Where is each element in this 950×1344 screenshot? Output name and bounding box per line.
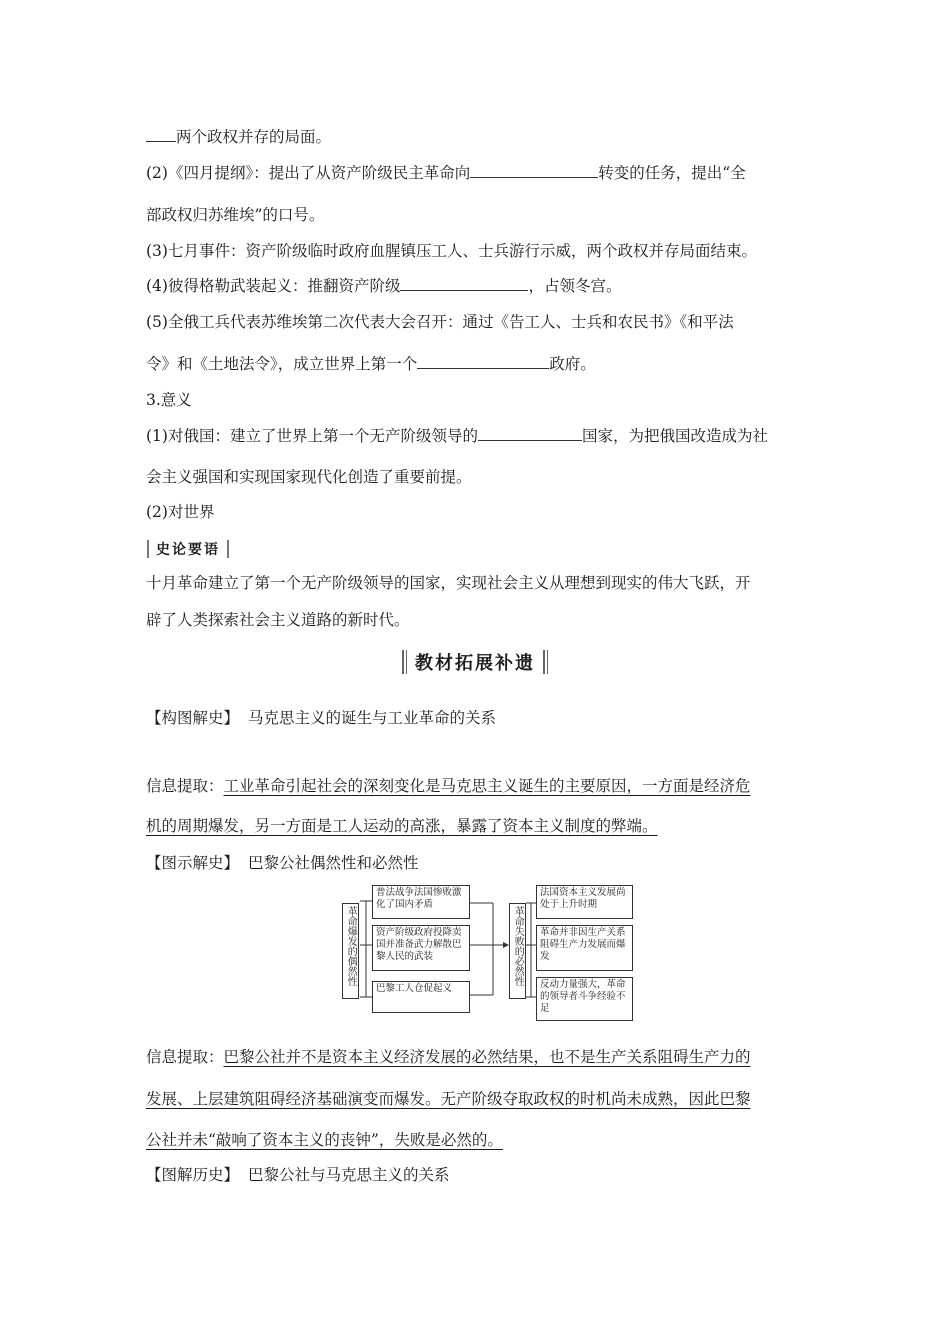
text-line bbox=[146, 127, 331, 147]
section-title bbox=[392, 648, 558, 676]
text: (2)《四月提纲》：提出了从资产阶级民主革命向 bbox=[146, 164, 471, 182]
shilun-text-1: 十月革命建立了第一个无产阶级领导的国家，实现社会主义从理想到现实的伟大飞跃，开 bbox=[146, 574, 751, 592]
tujie-tag: 【图解历史】 bbox=[146, 1166, 240, 1184]
fill-blank[interactable] bbox=[478, 426, 582, 441]
tujie-line bbox=[146, 1165, 449, 1185]
info-text: 机的周期爆发，另一方面是工人运动的高涨，暴露了资本主义制度的弊端。 bbox=[146, 817, 658, 835]
info-text: 工业革命引起社会的深刻变化是马克思主义诞生的主要原因，一方面是经济危 bbox=[223, 777, 751, 795]
text-line: 3.意义 bbox=[146, 391, 192, 409]
text: 令》和《土地法令》，成立世界上第一个 bbox=[146, 355, 418, 373]
text: (4)彼得格勒武装起义：推翻资产阶级 bbox=[146, 277, 401, 295]
info-text: 公社并未“敲响了资本主义的丧钟”，失败是必然的。 bbox=[146, 1131, 503, 1149]
left-box-3: 巴黎工人仓促起义 bbox=[372, 981, 470, 1013]
left-box-1: 普法战争法国惨败激化了国内矛盾 bbox=[372, 885, 470, 919]
text-line: 会主义强国和实现国家现代化创造了重要前提。 bbox=[146, 468, 472, 486]
info-label: 信息提取： bbox=[146, 777, 224, 795]
info1-line-1 bbox=[146, 776, 751, 796]
paris-commune-diagram bbox=[338, 883, 626, 1023]
text-line: (2)对世界 bbox=[146, 503, 215, 521]
fill-blank[interactable] bbox=[470, 163, 598, 178]
info-text: 发展、上层建筑阻碍经济基础演变而爆发。无产阶级夺取政权的时机尚未成熟，因此巴黎 bbox=[146, 1090, 751, 1108]
text: 两个政权并存的局面。 bbox=[176, 128, 332, 146]
gouti-line bbox=[146, 708, 496, 728]
text-line: (3)七月事件：资产阶级临时政府血腥镇压工人、士兵游行示威，两个政权并存局面结束。 bbox=[146, 242, 757, 260]
left-box-2: 资产阶级政府投降卖国并准备武力解散巴黎人民的武装 bbox=[372, 925, 470, 971]
text-line bbox=[146, 426, 768, 446]
heading-bar bbox=[227, 540, 229, 558]
info2-line-1 bbox=[146, 1047, 751, 1067]
text-line bbox=[146, 163, 746, 183]
text-line: (5)全俄工兵代表苏维埃第二次代表大会召开：通过《告工人、士兵和农民书》《和平法 bbox=[146, 313, 734, 331]
tushi-line bbox=[146, 853, 418, 873]
fill-blank[interactable] bbox=[146, 127, 176, 142]
gouti-title: 马克思主义的诞生与工业革命的关系 bbox=[247, 709, 496, 727]
info2-line-2 bbox=[146, 1089, 751, 1109]
fill-blank[interactable] bbox=[417, 354, 549, 369]
text: 政府。 bbox=[549, 355, 596, 373]
text-line bbox=[146, 276, 621, 296]
shilun-heading bbox=[146, 539, 230, 559]
tujie-title: 巴黎公社与马克思主义的关系 bbox=[247, 1166, 450, 1184]
tushi-title: 巴黎公社偶然性和必然性 bbox=[247, 854, 419, 872]
text: 转变的任务，提出“全 bbox=[598, 164, 746, 182]
right-box-3: 反动力量强大，革命的领导者斗争经验不足 bbox=[536, 977, 633, 1021]
info1-line-2 bbox=[146, 816, 658, 836]
text-line: 部政权归苏维埃”的口号。 bbox=[146, 206, 325, 224]
section-title-text: 教材拓展补遗 bbox=[415, 653, 535, 674]
left-vertical-label bbox=[342, 903, 359, 999]
shilun-label: 史论要语 bbox=[156, 542, 220, 558]
right-box-1: 法国资本主义发展尚处于上升时期 bbox=[536, 885, 633, 919]
text-line bbox=[146, 354, 596, 374]
right-box-2: 革命并非因生产关系阻碍生产力发展而爆发 bbox=[536, 925, 633, 971]
shilun-text-2: 辟了人类探索社会主义道路的新时代。 bbox=[146, 611, 410, 629]
title-bars-right bbox=[543, 650, 548, 674]
info2-line-3 bbox=[146, 1130, 503, 1150]
info-text: 巴黎公社并不是资本主义经济发展的必然结果，也不是生产关系阻碍生产力的 bbox=[223, 1048, 751, 1066]
heading-bar bbox=[147, 540, 149, 558]
info-label: 信息提取： bbox=[146, 1048, 224, 1066]
left-label-text: 革命爆发的偶然性 bbox=[345, 906, 357, 986]
right-label-text: 革命失败的必然性 bbox=[512, 906, 524, 986]
gouti-tag: 【构图解史】 bbox=[146, 709, 240, 727]
right-vertical-label bbox=[509, 903, 526, 999]
tushi-tag: 【图示解史】 bbox=[146, 854, 240, 872]
text: ，占领冬宫。 bbox=[528, 277, 622, 295]
fill-blank[interactable] bbox=[400, 276, 528, 291]
text: 国家，为把俄国改造成为社 bbox=[581, 427, 768, 445]
text: (1)对俄国：建立了世界上第一个无产阶级领导的 bbox=[146, 427, 478, 445]
